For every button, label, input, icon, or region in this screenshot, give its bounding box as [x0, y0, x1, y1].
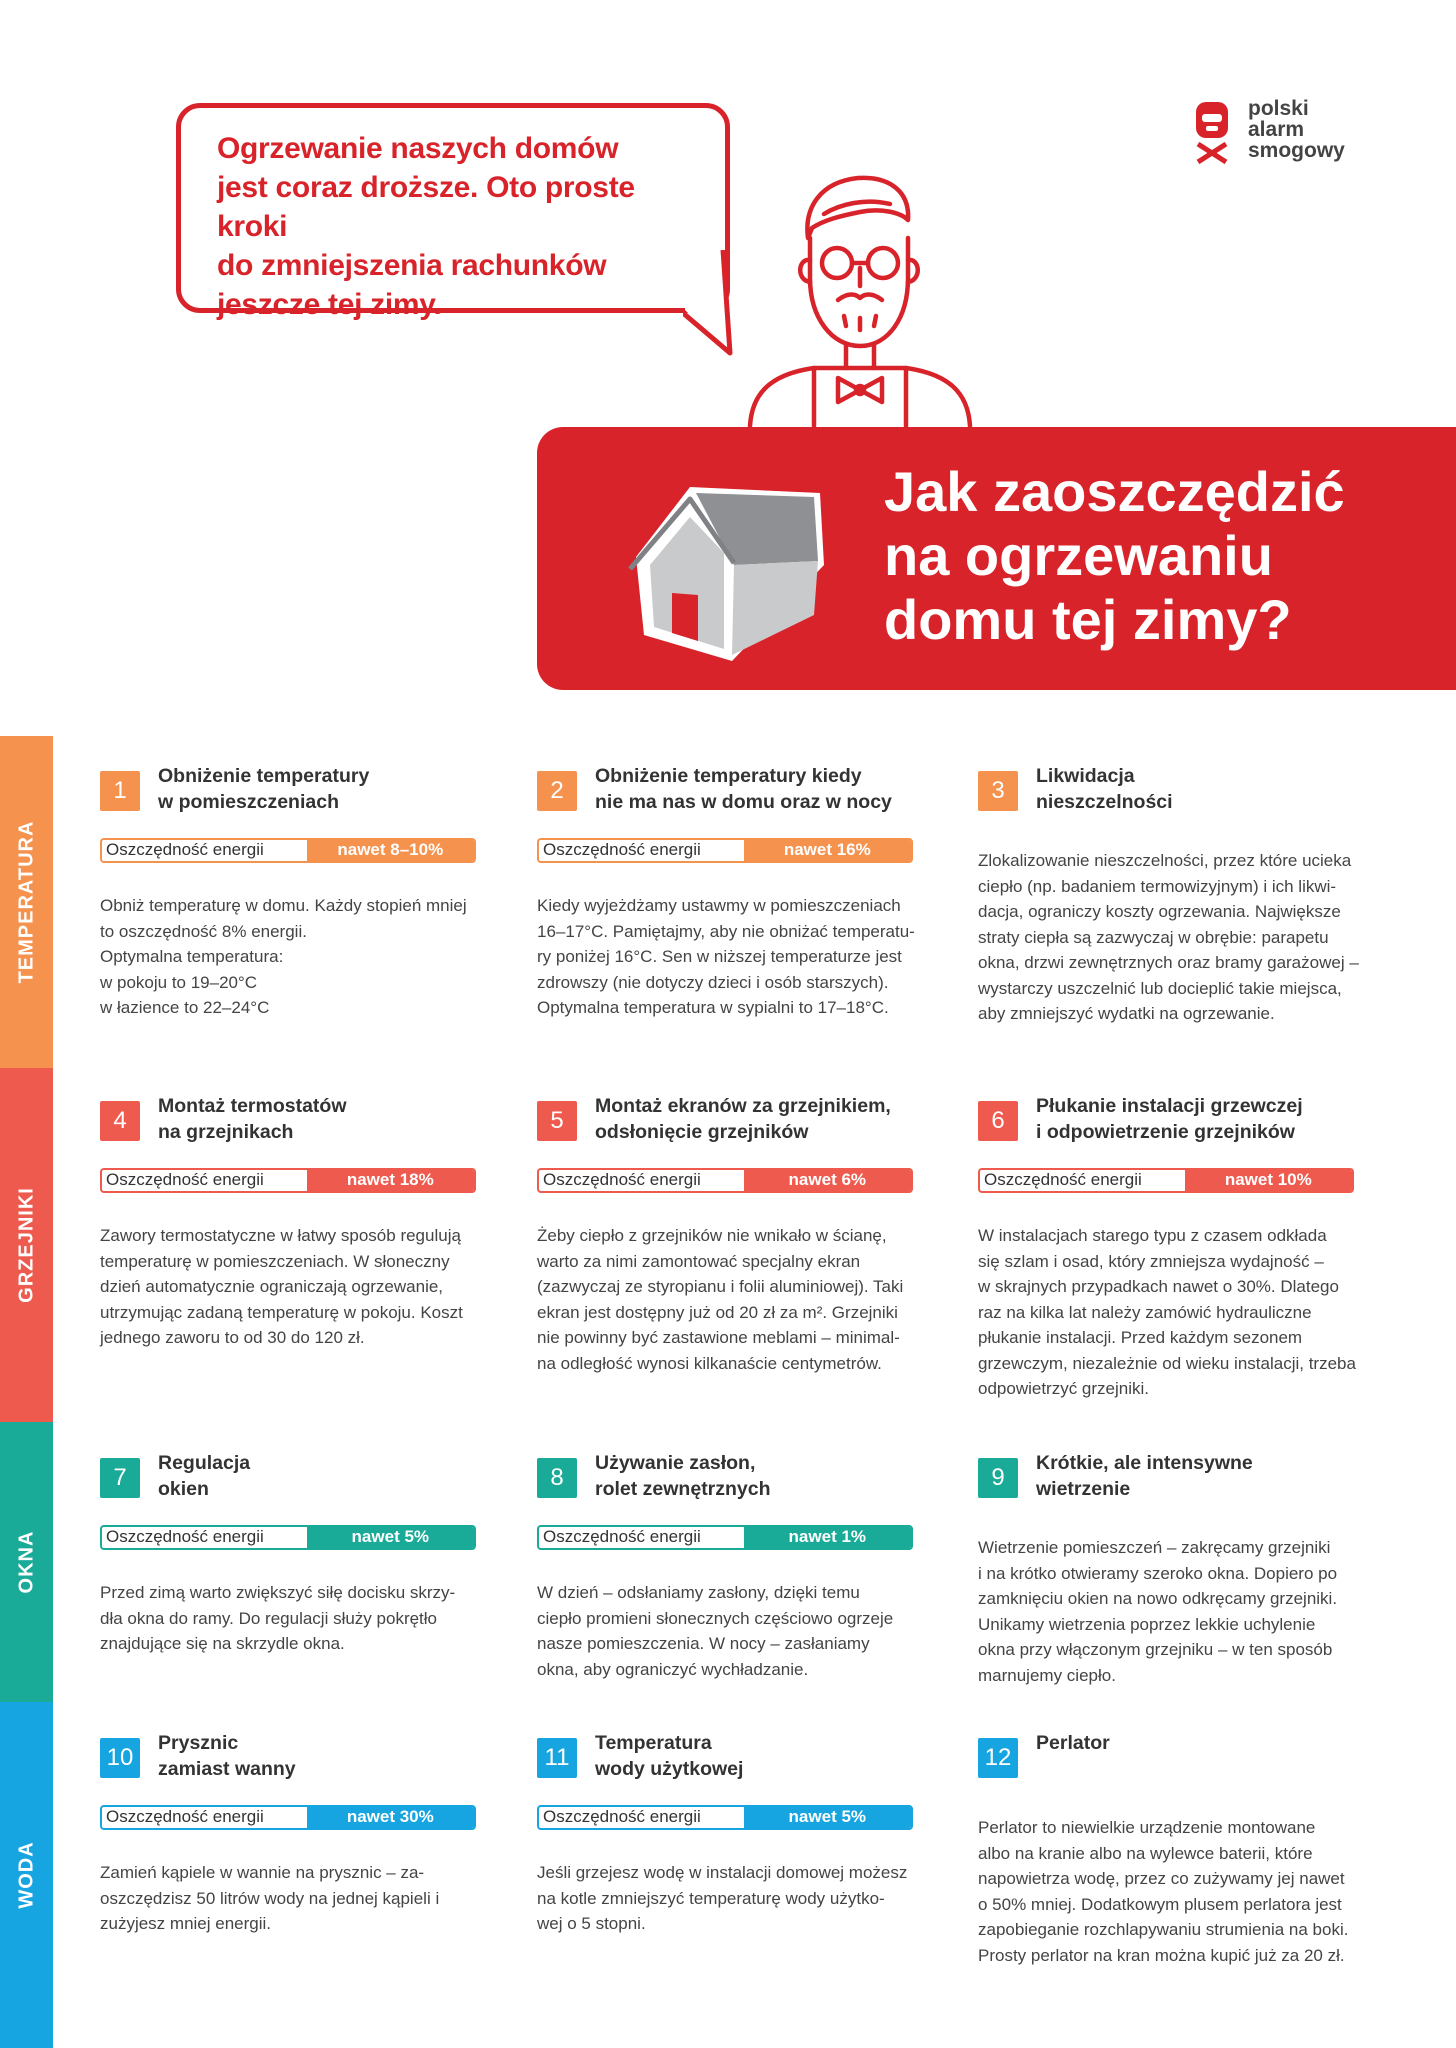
- energy-savings-badge: [100, 1168, 476, 1193]
- tip-description-line: Przed zimą warto zwiększyć siłę docisku skrzy-: [100, 1583, 456, 1602]
- tip-description: [978, 848, 1360, 1027]
- tip-description: [537, 1223, 919, 1376]
- tip-description-line: zużyjesz mniej energii.: [100, 1914, 272, 1933]
- tip-description-line: Obniż temperaturę w domu. Każdy stopień mniej: [100, 896, 467, 915]
- energy-savings-label: Oszczędność energii: [106, 840, 264, 859]
- tip-description-line: płukanie instalacji. Przed każdym sezonem: [978, 1328, 1303, 1347]
- tip-description-line: okna, drzwi zewnętrznych oraz bramy garażowej –: [978, 953, 1359, 972]
- tip-title-line: nieszczelności: [1036, 791, 1173, 813]
- intro-text: [217, 129, 697, 324]
- tip-description-line: nie powinny być zastawione meblami – minimal-: [537, 1328, 900, 1347]
- tip-title-line: i odpowietrzenie grzejników: [1036, 1121, 1295, 1143]
- tip-number: 10: [100, 1738, 140, 1778]
- tip-description-line: w skrajnych przypadkach nawet o 30%. Dlatego: [978, 1277, 1339, 1296]
- energy-savings-badge: [100, 838, 476, 863]
- tip-title: [158, 1450, 498, 1502]
- tip-title-line: Używanie zasłon,: [595, 1452, 756, 1474]
- energy-savings-badge: [537, 1525, 913, 1550]
- tip-description-line: temperaturę w pomieszczeniach. W słoneczny: [100, 1251, 450, 1271]
- energy-savings-label: Oszczędność energii: [106, 1527, 264, 1546]
- tip-description-line: wystarczy uszczelnić lub docieplić takie miejsca,: [978, 978, 1342, 998]
- tip-title-line: wietrzenie: [1036, 1478, 1131, 1500]
- tip-title-line: Obniżenie temperatury: [158, 765, 370, 787]
- tip-description-line: ciepło (np. badaniem termowizyjnym) i ich likwi-: [978, 876, 1337, 896]
- energy-savings-badge: [100, 1805, 476, 1830]
- tip-description-line: zapobieganie rozchlapywaniu strumienia na boki.: [978, 1920, 1349, 1939]
- tip-description-line: (zazwyczaj ze styropianu i folii aluminiowej). Taki: [537, 1277, 904, 1296]
- intro-line: Ogrzewanie naszych domów: [217, 132, 619, 165]
- tip-number: 5: [537, 1101, 577, 1141]
- tip-number: 1: [100, 771, 140, 811]
- energy-savings-value: nawet 30%: [307, 1807, 474, 1828]
- energy-savings-badge: [537, 838, 913, 863]
- tip-description-line: się szlam i osad, który zmniejsza wydajność –: [978, 1251, 1324, 1271]
- tip-description-line: Zlokalizowanie nieszczelności, przez które ucieka: [978, 851, 1352, 870]
- logo-line: alarm: [1248, 118, 1305, 141]
- tip-description-line: oszczędzisz 50 litrów wody na jednej kąpieli i: [100, 1888, 440, 1908]
- tip-description-line: Optymalna temperatura:: [100, 947, 284, 966]
- energy-savings-label: Oszczędność energii: [984, 1170, 1142, 1189]
- page-title-line: domu tej zimy?: [884, 588, 1292, 651]
- tip-number: 6: [978, 1101, 1018, 1141]
- tip-number: 12: [978, 1738, 1018, 1778]
- energy-savings-label: Oszczędność energii: [543, 840, 701, 859]
- tip-number: 4: [100, 1101, 140, 1141]
- tip-description-line: okna, aby ograniczyć wychładzanie.: [537, 1659, 809, 1679]
- intro-line: jest coraz droższe. Oto proste kroki: [217, 171, 635, 243]
- tip-title: [1036, 763, 1376, 815]
- tip-description-line: to oszczędność 8% energii.: [100, 921, 307, 941]
- tip-description-line: Optymalna temperatura w sypialni to 17–18°C.: [537, 998, 889, 1017]
- energy-savings-label: Oszczędność energii: [106, 1170, 264, 1189]
- tip-number: 8: [537, 1458, 577, 1498]
- tip-description-line: ry poniżej 16°C. Sen w niższej temperaturze jest: [537, 947, 902, 966]
- tip-title-line: na grzejnikach: [158, 1121, 294, 1143]
- tip-description-line: Żeby ciepło z grzejników nie wnikało w ścianę,: [537, 1226, 887, 1245]
- category-label: TEMPERATURA: [15, 820, 37, 984]
- category-grzejniki: [0, 1068, 53, 1422]
- tip-title-line: Montaż ekranów za grzejnikiem,: [595, 1095, 891, 1117]
- tip-description-line: i na krótko otwieramy szeroko okna. Dopiero po: [978, 1563, 1338, 1583]
- tip-description-line: ciepło promieni słonecznych częściowo ogrzeje: [537, 1608, 894, 1628]
- tip-description-line: albo na kranie albo na wylewce baterii, które: [978, 1843, 1313, 1863]
- tip-description-line: dzień automatycznie ograniczają ogrzewanie,: [100, 1277, 444, 1296]
- energy-savings-label: Oszczędność energii: [543, 1170, 701, 1189]
- tip-description-line: Zamień kąpiele w wannie na prysznic – za-: [100, 1863, 425, 1882]
- tip-title-line: Regulacja: [158, 1452, 251, 1474]
- tip-number: 9: [978, 1458, 1018, 1498]
- tip-description: [978, 1535, 1360, 1688]
- energy-savings-value: nawet 16%: [744, 840, 911, 861]
- energy-savings-value: nawet 18%: [307, 1170, 474, 1191]
- tip-title: [158, 1730, 498, 1782]
- energy-savings-badge: [100, 1525, 476, 1550]
- category-label: GRZEJNIKI: [15, 1187, 37, 1303]
- intro-line: do zmniejszenia rachunków: [217, 249, 607, 282]
- energy-savings-badge: [537, 1805, 913, 1830]
- category-label: OKNA: [15, 1530, 37, 1594]
- tip-title-line: Temperatura: [595, 1732, 712, 1754]
- tip-description-line: nasze pomieszczenia. W nocy – zasłaniamy: [537, 1634, 870, 1653]
- tip-title-line: Likwidacja: [1036, 765, 1135, 787]
- tip-description-line: marnujemy ciepło.: [978, 1665, 1116, 1685]
- page-title-line: Jak zaoszczędzić: [884, 460, 1345, 523]
- tip-title-line: w pomieszczeniach: [158, 791, 339, 813]
- tip-title-line: Krótkie, ale intensywne: [1036, 1452, 1253, 1474]
- energy-savings-badge: [537, 1168, 913, 1193]
- tip-description-line: dła okna do ramy. Do regulacji służy pokrętło: [100, 1608, 438, 1628]
- energy-savings-label: Oszczędność energii: [543, 1527, 701, 1546]
- tip-description: [100, 1580, 482, 1657]
- tip-description: [978, 1223, 1360, 1402]
- energy-savings-badge: [978, 1168, 1354, 1193]
- tip-title-line: Prysznic: [158, 1732, 239, 1754]
- energy-savings-value: nawet 5%: [744, 1807, 911, 1828]
- tip-title: [595, 1450, 935, 1502]
- tip-description-line: w łazience to 22–24°C: [100, 998, 270, 1017]
- tip-title: [1036, 1730, 1376, 1756]
- tip-title: [1036, 1450, 1376, 1502]
- logo-mark-icon: [1192, 100, 1232, 164]
- tip-description-line: zamknięciu okien na nowo odkręcamy grzejniki.: [978, 1589, 1338, 1608]
- page-title: [884, 460, 1424, 652]
- tip-title: [158, 763, 498, 815]
- tip-title: [1036, 1093, 1376, 1145]
- category-okna: [0, 1422, 53, 1702]
- category-label: WODA: [15, 1841, 37, 1909]
- tip-description-line: odpowietrzyć grzejniki.: [978, 1379, 1150, 1398]
- tip-description-line: okna przy włączonym grzejniku – w ten sposób: [978, 1640, 1333, 1659]
- tip-description-line: o 50% mniej. Dodatkowym plusem perlatora jest: [978, 1894, 1342, 1914]
- energy-savings-label: Oszczędność energii: [543, 1807, 701, 1826]
- energy-savings-value: nawet 5%: [307, 1527, 474, 1548]
- tip-title: [595, 1730, 935, 1782]
- tip-number: 11: [537, 1738, 577, 1778]
- energy-savings-value: nawet 10%: [1185, 1170, 1352, 1191]
- tip-description-line: napowietrza wodę, przez co zużywamy jej nawet: [978, 1869, 1345, 1888]
- tip-description-line: aby zmniejszyć wydatki na ogrzewanie.: [978, 1004, 1275, 1023]
- bearded-man-illustration: [740, 168, 980, 428]
- tip-description-line: w pokoju to 19–20°C: [100, 972, 258, 992]
- tip-description: [100, 1223, 482, 1351]
- category-woda: [0, 1702, 53, 2048]
- tip-description: [978, 1815, 1360, 1968]
- tip-description-line: Wietrzenie pomieszczeń – zakręcamy grzejniki: [978, 1538, 1331, 1557]
- tip-title-line: okien: [158, 1478, 209, 1500]
- tip-description-line: 16–17°C. Pamiętajmy, aby nie obniżać temperatu-: [537, 921, 915, 941]
- tip-description-line: zdrowszy (nie dotyczy dzieci i osób starszych).: [537, 972, 889, 992]
- category-temperatura: [0, 736, 53, 1068]
- tip-description-line: jednego zaworu to od 30 do 120 zł.: [100, 1328, 365, 1347]
- tip-description-line: utrzymując zadaną temperaturę w pokoju. Koszt: [100, 1302, 463, 1322]
- tip-title-line: rolet zewnętrznych: [595, 1478, 771, 1500]
- logo-line: smogowy: [1248, 139, 1345, 162]
- tip-title: [595, 763, 935, 815]
- tip-description-line: Perlator to niewielkie urządzenie montowane: [978, 1818, 1316, 1837]
- tip-description: [100, 893, 482, 1021]
- tip-description-line: dacja, ograniczy koszty ogrzewania. Największe: [978, 902, 1341, 921]
- tip-description-line: Jeśli grzejesz wodę w instalacji domowej możesz: [537, 1863, 908, 1882]
- tip-description-line: Unikamy wietrzenia poprzez lekkie uchylenie: [978, 1614, 1316, 1634]
- energy-savings-value: nawet 1%: [744, 1527, 911, 1548]
- tip-description-line: straty ciepła są zazwyczaj w obrębie: parapetu: [978, 927, 1329, 947]
- tip-title-line: Montaż termostatów: [158, 1095, 347, 1117]
- tip-number: 2: [537, 771, 577, 811]
- tip-number: 7: [100, 1458, 140, 1498]
- tip-description-line: znajdujące się na skrzydle okna.: [100, 1634, 345, 1653]
- tip-title-line: Obniżenie temperatury kiedy: [595, 765, 862, 787]
- intro-line: jeszcze tej zimy.: [217, 288, 442, 321]
- tip-description-line: raz na kilka lat należy zamówić hydrauliczne: [978, 1302, 1312, 1322]
- tip-description-line: wej o 5 stopni.: [537, 1914, 646, 1933]
- tip-description-line: W instalacjach starego typu z czasem odkłada: [978, 1226, 1327, 1245]
- tip-description-line: Prosty perlator na kran można kupić już za 20 zł.: [978, 1945, 1345, 1965]
- logo-line: polski: [1248, 97, 1309, 120]
- tip-description-line: W dzień – odsłaniamy zasłony, dzięki temu: [537, 1583, 860, 1602]
- logo-text: [1248, 98, 1388, 161]
- tip-description-line: na kotle zmniejszyć temperaturę wody użytko-: [537, 1888, 885, 1908]
- energy-savings-value: nawet 8–10%: [307, 840, 474, 861]
- tip-description: [537, 1860, 919, 1937]
- tip-description-line: na odległość wynosi kilkanaście centymetrów.: [537, 1353, 882, 1373]
- tip-number: 3: [978, 771, 1018, 811]
- tip-title-line: Perlator: [1036, 1732, 1110, 1754]
- house-icon: [610, 465, 840, 665]
- tip-title: [158, 1093, 498, 1145]
- tip-title-line: wody użytkowej: [595, 1758, 744, 1780]
- page-title-line: na ogrzewaniu: [884, 524, 1273, 587]
- tip-title-line: Płukanie instalacji grzewczej: [1036, 1095, 1303, 1117]
- tip-description-line: Kiedy wyjeżdżamy ustawmy w pomieszczeniach: [537, 896, 901, 915]
- tip-description: [537, 1580, 919, 1682]
- tip-description: [537, 893, 919, 1021]
- tip-title-line: zamiast wanny: [158, 1758, 296, 1780]
- tip-title-line: odsłonięcie grzejników: [595, 1121, 809, 1143]
- tip-description-line: warto za nimi zamontować specjalny ekran: [537, 1251, 861, 1271]
- tip-description-line: grzewczym, niezależnie od wieku instalacji, trzeba: [978, 1353, 1356, 1373]
- tip-description-line: ekran jest dostępny już od 20 zł za m². Grzejniki: [537, 1302, 898, 1322]
- tip-description: [100, 1860, 482, 1937]
- tip-title: [595, 1093, 935, 1145]
- tip-description-line: Zawory termostatyczne w łatwy sposób regulują: [100, 1226, 461, 1245]
- energy-savings-value: nawet 6%: [744, 1170, 911, 1191]
- energy-savings-label: Oszczędność energii: [106, 1807, 264, 1826]
- polski-alarm-smogowy-logo: [1192, 96, 1382, 168]
- tip-title-line: nie ma nas w domu oraz w nocy: [595, 791, 892, 813]
